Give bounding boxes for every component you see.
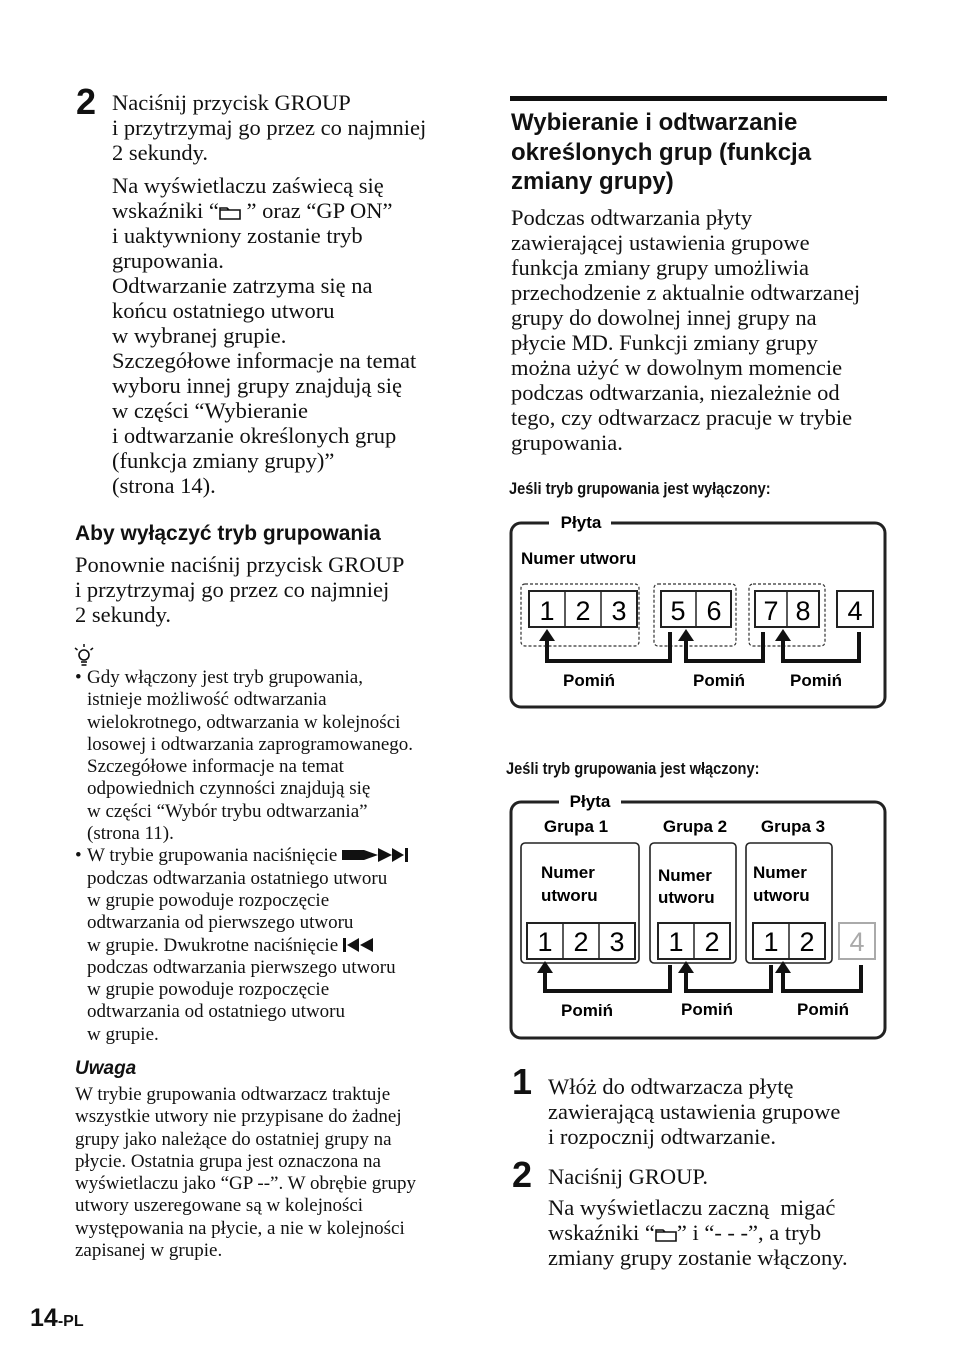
- text-line: grupowania.: [511, 430, 623, 455]
- text-line: grupowania.: [112, 248, 224, 273]
- text-line: można użyć w dowolnym momencie: [511, 355, 843, 380]
- text-line: i przytrzymaj go przez co najmniej: [75, 577, 390, 602]
- track-number: 8: [795, 596, 811, 626]
- text-line: i rozpocznij odtwarzanie.: [548, 1124, 777, 1149]
- diagram-caption: Jeśli tryb grupowania jest włączony:: [506, 759, 760, 778]
- text-line: wyboru innej grupy znajdują się: [112, 373, 402, 398]
- track-label: utworu: [753, 886, 810, 905]
- text-line: odpowiednich czynności znajdują się: [87, 778, 371, 800]
- text-line: w części “Wybieranie: [112, 398, 309, 423]
- text-part: ” oraz “GP ON”: [240, 198, 393, 223]
- track-label: Numer: [753, 863, 807, 882]
- track-number: 2: [799, 927, 815, 957]
- skip-label: Pomiń: [681, 1000, 733, 1019]
- text-line: podczas odtwarzania, niezależnie od: [511, 380, 840, 405]
- text-line: w grupie.: [87, 1023, 159, 1045]
- text-line: tego, czy odtwarzacz pracuje w trybie: [511, 405, 853, 430]
- text-part: W trybie grupowania naciśnięcie: [87, 845, 342, 867]
- text-line: płycie MD. Funkcji zmiany grupy: [511, 330, 818, 355]
- text-line: wszystkie utwory nie przypisane do żadnej: [75, 1106, 402, 1128]
- text-line: określonych grup (funkcja: [511, 138, 812, 166]
- track-number: 2: [575, 596, 591, 626]
- step-number: 2: [76, 81, 97, 122]
- text-part: wskaźniki “: [112, 198, 219, 223]
- text-line: 2 sekundy.: [112, 140, 209, 165]
- step-1-instruction: [548, 1074, 888, 1149]
- text-line: Włóż do odtwarzacza płytę: [548, 1074, 794, 1099]
- text-line: podczas odtwarzania ostatniego utworu: [87, 867, 388, 889]
- page-number-digits: 14: [30, 1304, 58, 1332]
- folder-icon: [655, 1227, 677, 1242]
- text-part: w grupie. Dwukrotne naciśnięcie: [87, 934, 343, 956]
- track-number: 1: [763, 927, 779, 957]
- text-line: (funkcja zmiany grupy)”: [112, 448, 335, 473]
- track-number: 1: [668, 927, 684, 957]
- page-number: [30, 1304, 84, 1333]
- text-line: w wybranej grupie.: [112, 323, 287, 348]
- step-2-right-instruction: [548, 1164, 888, 1270]
- disc-label: Płyta: [560, 513, 602, 532]
- off-instruction: [75, 552, 455, 627]
- note-heading: Uwaga: [75, 1058, 137, 1079]
- diagram-grouping-off: [505, 505, 893, 715]
- text-line: Na wyświetlaczu zaświecą się: [112, 173, 384, 198]
- group-label: Grupa 3: [760, 817, 826, 836]
- text-line: Ponownie naciśnij przycisk GROUP: [75, 552, 405, 577]
- diagram-grouping-on: [505, 785, 893, 1047]
- intro-paragraph: [511, 205, 891, 455]
- track-label: Numer utworu: [521, 549, 637, 568]
- text-line: losowej i odtwarzania zaprogramowanego.: [87, 733, 414, 755]
- text-line: grupy do dowolnej innej grupy na: [511, 305, 817, 330]
- tips-list: [75, 667, 465, 1046]
- text-line: w części “Wybór trybu odtwarzania”: [87, 800, 368, 822]
- track-number: 3: [609, 927, 625, 957]
- track-number: 7: [763, 596, 779, 626]
- text-line: płycie. Ostatnia grupa jest oznaczona na: [75, 1150, 381, 1172]
- text-part: wskaźniki “: [548, 1220, 655, 1245]
- arrow-heads: [539, 629, 791, 641]
- text-line: końcu ostatniego utworu: [112, 298, 335, 323]
- text-line: Szczegółowe informacje na temat: [112, 348, 417, 373]
- text-line: wyświetlaczu jako “GP --”. W obrębie grupy: [75, 1173, 417, 1195]
- text-line: zawierającą ustawienia grupowe: [548, 1099, 841, 1124]
- disc-label: Płyta: [569, 792, 611, 811]
- text-line: • Gdy włączony jest tryb grupowania,: [87, 667, 363, 688]
- text-line: Naciśnij przycisk GROUP: [112, 90, 351, 115]
- text-line: [87, 845, 465, 867]
- text-line: istnieje możliwość odtwarzania: [87, 689, 327, 711]
- text-line: [112, 198, 462, 223]
- folder-icon: [219, 205, 241, 220]
- step-2-instruction: [112, 90, 462, 498]
- text-part: ” i “- - -”, a tryb: [676, 1220, 822, 1245]
- text-line: grupy jako należące do ostatniej grupy na: [75, 1128, 392, 1150]
- skip-label: Pomiń: [797, 1000, 849, 1019]
- previous-icon: [343, 938, 381, 952]
- heading-rule: [510, 96, 887, 101]
- track-number: 1: [537, 927, 553, 957]
- track-number: 1: [539, 596, 555, 626]
- text-line: odtwarzania od pierwszego utworu: [87, 912, 354, 934]
- text-line: zapisanej w grupie.: [75, 1240, 223, 1262]
- text-line: funkcja zmiany grupy umożliwia: [511, 255, 810, 280]
- skip-label: Pomiń: [693, 671, 745, 690]
- list-item: [75, 845, 465, 1046]
- text-line: przechodzenie z aktualnie odtwarzanej: [511, 280, 861, 305]
- text-line: Odtwarzanie zatrzyma się na: [112, 273, 373, 298]
- track-label: Numer: [541, 863, 595, 882]
- text-line: W trybie grupowania odtwarzacz traktuje: [75, 1084, 391, 1105]
- diagram-caption: Jeśli tryb grupowania jest wyłączony:: [509, 479, 771, 498]
- track-label: utworu: [541, 886, 598, 905]
- text-line: i przytrzymaj go przez co najmniej: [112, 115, 427, 140]
- group-outline: [654, 584, 736, 646]
- page-number-suffix: -PL: [57, 1313, 84, 1330]
- text-line: w grupie powoduje rozpoczęcie: [87, 979, 330, 1001]
- track-number: 6: [706, 596, 722, 626]
- text-line: podczas odtwarzania pierwszego utworu: [87, 956, 396, 978]
- text-line: w grupie powoduje rozpoczęcie: [87, 889, 330, 911]
- group-label: Grupa 2: [662, 817, 728, 836]
- text-line: Szczegółowe informacje na temat: [87, 756, 344, 778]
- text-line: Naciśnij GROUP.: [548, 1164, 709, 1189]
- text-line: Wybieranie i odtwarzanie: [511, 109, 798, 136]
- text-line: zmiany grupy zostanie włączony.: [548, 1245, 848, 1270]
- skip-label: Pomiń: [561, 1001, 613, 1020]
- track-number: 2: [573, 927, 589, 957]
- text-line: Podczas odtwarzania płyty: [511, 205, 753, 230]
- track-number: 3: [611, 596, 627, 626]
- text-line: wielokrotnego, odtwarzania w kolejności: [87, 711, 401, 733]
- text-line: utwory uszeregowane są w kolejności: [75, 1195, 364, 1217]
- track-number: 4: [847, 596, 863, 626]
- note-text: [75, 1084, 465, 1262]
- track-number: 4: [849, 927, 865, 957]
- text-line: występowania na płycie, a nie w kolejności: [75, 1217, 405, 1239]
- text-line: i uaktywniony zostanie tryb: [112, 223, 363, 248]
- text-line: (strona 11).: [87, 823, 174, 845]
- group-label: Grupa 1: [543, 817, 609, 836]
- track-number: 2: [704, 927, 720, 957]
- play-next-icon: [342, 848, 410, 862]
- list-item: [75, 667, 465, 845]
- track-label: Numer: [658, 866, 712, 885]
- text-line: zmiany grupy): [511, 168, 674, 195]
- text-line: Na wyświetlaczu zaczną migać: [548, 1195, 836, 1220]
- text-line: i odtwarzanie określonych grup: [112, 423, 397, 448]
- skip-label: Pomiń: [790, 671, 842, 690]
- step-number: 2: [512, 1154, 533, 1195]
- skip-arrows: [545, 965, 861, 991]
- text-line: [87, 935, 465, 957]
- skip-label: Pomiń: [563, 671, 615, 690]
- text-line: 2 sekundy.: [75, 602, 172, 627]
- section-heading: Aby wyłączyć tryb grupowania: [75, 522, 381, 545]
- text-line: odtwarzania od ostatniego utworu: [87, 1001, 346, 1023]
- text-line: (strona 14).: [112, 473, 216, 498]
- section-title: [511, 108, 891, 197]
- track-number: 5: [670, 596, 686, 626]
- track-label: utworu: [658, 888, 715, 907]
- step-number: 1: [512, 1061, 533, 1102]
- lightbulb-icon: [73, 643, 95, 669]
- text-line: zawierającej ustawienia grupowe: [511, 230, 810, 255]
- text-line: [548, 1220, 888, 1245]
